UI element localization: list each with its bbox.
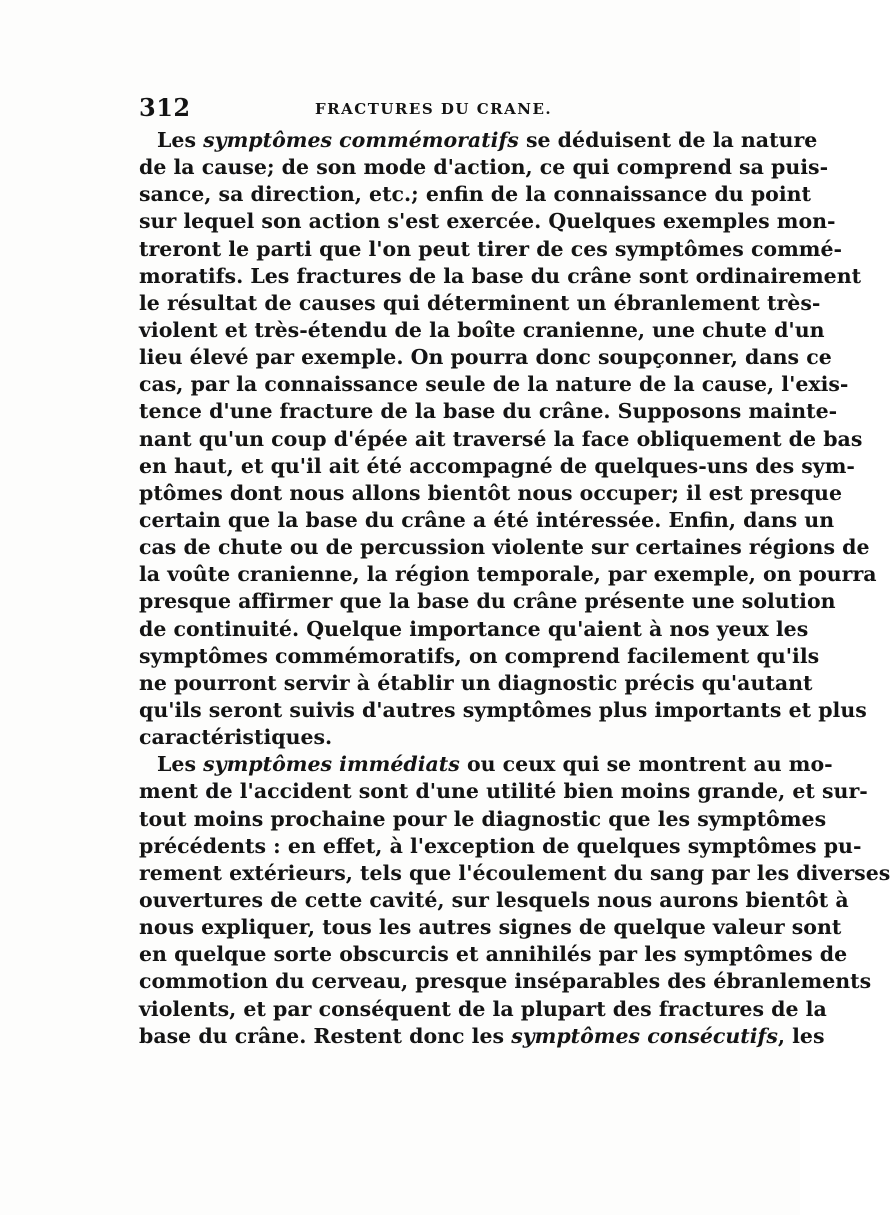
text-run: Les bbox=[157, 752, 204, 777]
text-run: en haut, et qu'il ait été accompagné de quelques-uns des sym- bbox=[139, 453, 855, 478]
body-text bbox=[139, 127, 890, 1050]
text-line bbox=[139, 507, 835, 534]
text-run: de la cause; de son mode d'action, ce qui comprend sa puis- bbox=[139, 155, 829, 180]
text-run: presque affirmer que la base du crâne présente une solution bbox=[139, 589, 836, 614]
text-line bbox=[139, 317, 825, 344]
text-run: se déduisent de la nature bbox=[518, 128, 818, 152]
text-run: violents, et par conséquent de la plupart des fractures de la bbox=[139, 996, 827, 1021]
text-line bbox=[139, 778, 868, 805]
text-line bbox=[139, 670, 813, 697]
italic-term: symptômes consécutifs bbox=[511, 1023, 778, 1048]
text-line bbox=[139, 806, 827, 833]
text-line bbox=[139, 263, 862, 290]
text-run: ouvertures de cette cavité, sur lesquels nous aurons bientôt à bbox=[139, 887, 849, 912]
italic-term: symptômes commémoratifs bbox=[203, 128, 519, 152]
text-line bbox=[139, 996, 827, 1023]
text-run: nant qu'un coup d'épée ait traversé la face obliquement de bas bbox=[139, 426, 863, 451]
text-line bbox=[139, 860, 890, 887]
text-line bbox=[139, 290, 821, 317]
text-run: cas, par la connaissance seule de la nature de la cause, l'exis- bbox=[139, 372, 849, 397]
text-run: ne pourront servir à établir un diagnostic précis qu'autant bbox=[139, 670, 813, 695]
text-line bbox=[139, 751, 833, 778]
text-run: , les bbox=[777, 1023, 825, 1048]
running-title: FRACTURES DU CRANE. bbox=[315, 100, 553, 118]
text-run: cas de chute ou de percussion violente sur certaines régions de bbox=[139, 535, 870, 560]
text-line bbox=[139, 588, 836, 615]
text-run: sur lequel son action s'est exercée. Quelques exemples mon- bbox=[139, 209, 836, 234]
text-run: symptômes commémoratifs, on comprend facilement qu'ils bbox=[139, 643, 820, 668]
text-run: de continuité. Quelque importance qu'aient à nos yeux les bbox=[139, 616, 809, 641]
text-line bbox=[139, 344, 832, 371]
text-line bbox=[139, 398, 838, 425]
text-run: lieu élevé par exemple. On pourra donc soupçonner, dans ce bbox=[139, 345, 832, 370]
text-run: en quelque sorte obscurcis et annihilés par les symptômes de bbox=[139, 942, 848, 967]
text-run: tence d'une fracture de la base du crâne. Supposons mainte- bbox=[139, 399, 838, 424]
text-run: ment de l'accident sont d'une utilité bien moins grande, et sur- bbox=[139, 779, 868, 804]
text-run: ou ceux qui se montrent au mo- bbox=[459, 752, 833, 777]
text-run: nous expliquer, tous les autres signes de quelque valeur sont bbox=[139, 915, 842, 940]
text-run: certain que la base du crâne a été intéressée. Enfin, dans un bbox=[139, 507, 835, 532]
text-run: violent et très-étendu de la boîte cranienne, une chute d'un bbox=[139, 317, 825, 342]
text-line bbox=[139, 616, 809, 643]
text-line bbox=[139, 914, 842, 941]
text-run: moratifs. Les fractures de la base du crâne sont ordinairement bbox=[139, 263, 862, 288]
text-line bbox=[139, 480, 842, 507]
text-run: ptômes dont nous allons bientôt nous occuper; il est presque bbox=[139, 480, 842, 505]
running-head bbox=[139, 92, 667, 124]
text-run: Les bbox=[157, 128, 204, 152]
text-run: sance, sa direction, etc.; enfin de la connaissance du point bbox=[139, 182, 812, 207]
text-line bbox=[139, 208, 836, 235]
text-run: commotion du cerveau, presque inséparables des ébranlements bbox=[139, 969, 872, 994]
text-run: rement extérieurs, tels que l'écoulement du sang par les diverses bbox=[139, 860, 890, 885]
text-run: caractéristiques. bbox=[139, 725, 333, 750]
text-run: qu'ils seront suivis d'autres symptômes plus importants et plus bbox=[139, 697, 867, 722]
text-line bbox=[139, 941, 848, 968]
text-line bbox=[139, 561, 877, 588]
text-line bbox=[139, 833, 862, 860]
text-run: treront le parti que l'on peut tirer de ces symptômes commé- bbox=[139, 236, 843, 261]
text-line bbox=[139, 236, 843, 263]
text-run: précédents : en effet, à l'exception de quelques symptômes pu- bbox=[139, 833, 862, 858]
text-line bbox=[139, 181, 812, 208]
text-run: tout moins prochaine pour le diagnostic que les symptômes bbox=[139, 806, 827, 831]
text-line bbox=[139, 127, 818, 154]
text-line bbox=[139, 154, 829, 181]
text-line bbox=[139, 724, 667, 751]
text-line bbox=[139, 697, 867, 724]
page-number: 312 bbox=[139, 93, 191, 122]
text-run: la voûte cranienne, la région temporale, par exemple, on pourra bbox=[139, 562, 877, 587]
text-line bbox=[139, 1023, 825, 1050]
text-run: le résultat de causes qui déterminent un ébranlement très- bbox=[139, 290, 821, 315]
italic-term: symptômes immédiats bbox=[203, 752, 460, 777]
text-line bbox=[139, 371, 849, 398]
text-line bbox=[139, 426, 863, 453]
text-line bbox=[139, 968, 872, 995]
text-line bbox=[139, 643, 820, 670]
text-run: base du crâne. Restent donc les bbox=[139, 1023, 512, 1048]
text-line bbox=[139, 453, 855, 480]
text-line bbox=[139, 534, 870, 561]
text-line bbox=[139, 887, 849, 914]
